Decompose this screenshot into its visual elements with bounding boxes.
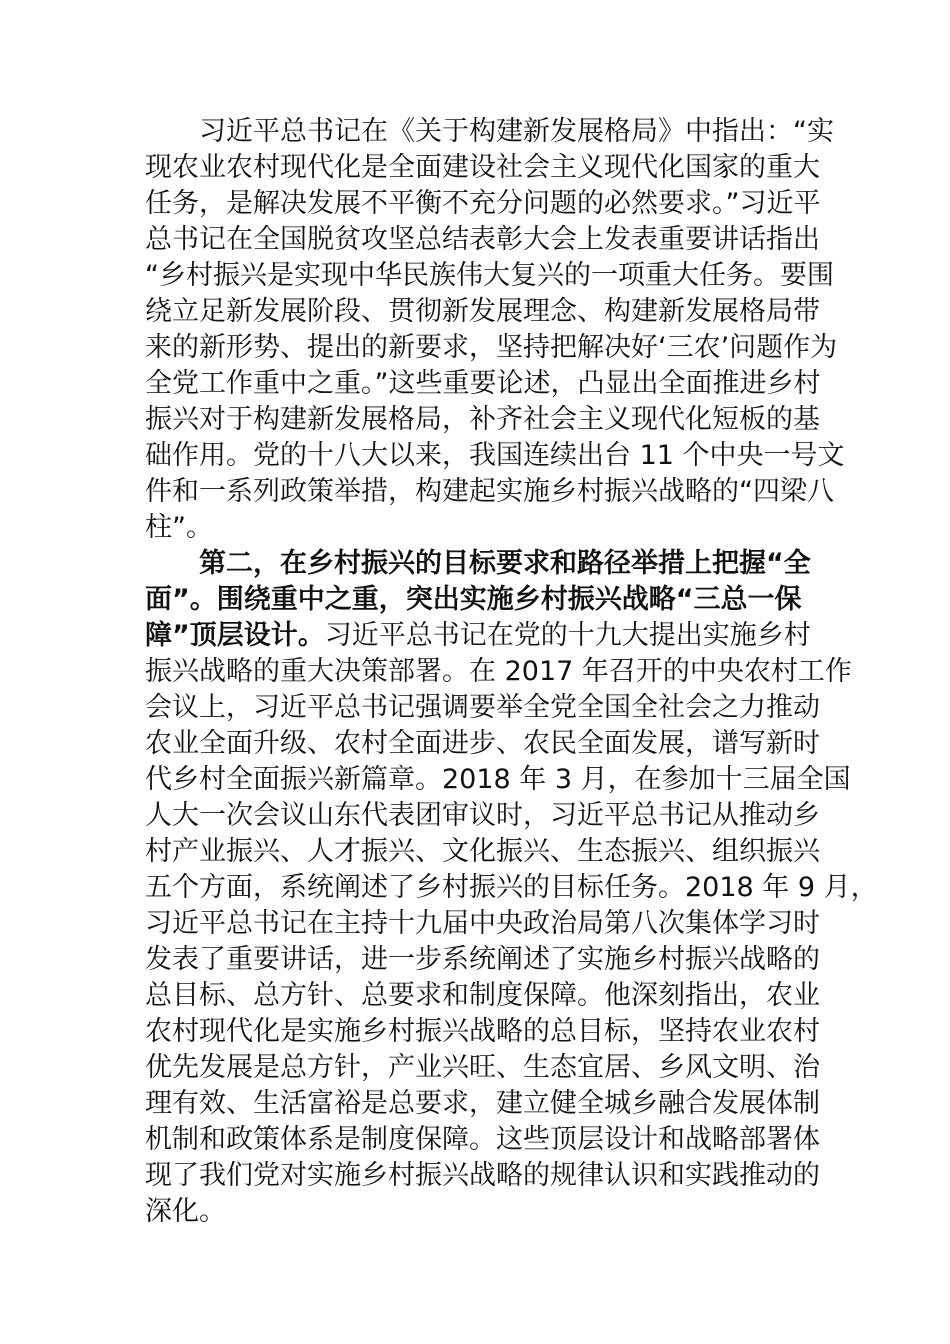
p2-line-7: 代乡村全面振兴新篇章。2018 年 3 月，在参加十三届全国 <box>145 764 851 795</box>
p2-line-18: 现了我们党对实施乡村振兴战略的规律认识和实践推动的 <box>145 1160 820 1191</box>
p1-line-4: 总书记在全国脱贫攻坚总结表彰大会上发表重要讲话指出 <box>145 224 820 255</box>
p1-line-10: 础作用。党的十八大以来，我国连续出台 11 个中央一号文 <box>145 440 845 471</box>
p2-line-14: 农村现代化是实施乡村振兴战略的总目标，坚持农业农村 <box>145 1016 820 1047</box>
p1-line-6: 绕立足新发展阶段、贯彻新发展理念、构建新发展格局带 <box>145 296 820 327</box>
p2-line-13: 总目标、总方针、总要求和制度保障。他深刻指出，农业 <box>145 980 820 1011</box>
p1-line-3: 任务，是解决发展不平衡不充分问题的必然要求。”习近平 <box>145 188 821 219</box>
p2-line-17: 机制和政策体系是制度保障。这些顶层设计和战略部署体 <box>145 1124 820 1155</box>
p2-line-8: 人大一次会议山东代表团审议时，习近平总书记从推动乡 <box>145 800 820 831</box>
p2-line-19: 深化。 <box>145 1196 226 1227</box>
p2-line-11: 习近平总书记在主持十九届中央政治局第八次集体学习时 <box>145 908 820 939</box>
p2-line-3-text: 习近平总书记在党的十九大提出实施乡村 <box>324 620 811 651</box>
p2-line-16: 理有效、生活富裕是总要求，建立健全城乡融合发展体制 <box>145 1088 820 1119</box>
p2-line-15: 优先发展是总方针，产业兴旺、生态宜居、乡风文明、治 <box>145 1052 820 1083</box>
p2-line-9: 村产业振兴、人才振兴、文化振兴、生态振兴、组织振兴 <box>145 836 820 867</box>
p1-line-2: 现农业农村现代化是全面建设社会主义现代化国家的重大 <box>145 152 820 183</box>
p1-line-5: “乡村振兴是实现中华民族伟大复兴的一项重大任务。要围 <box>145 260 834 291</box>
p1-line-7: 来的新形势、提出的新要求，坚持把解决好‘三农’问题作为 <box>145 332 838 363</box>
p1-line-11: 件和一系列政策举措，构建起实施乡村振兴战略的“四梁八 <box>145 476 834 507</box>
p2-heading-end: 障”顶层设计。 <box>145 620 325 651</box>
p1-line-1: 习近平总书记在《关于构建新发展格局》中指出：“实 <box>199 116 834 147</box>
p1-line-12: 柱”。 <box>145 512 213 543</box>
p1-line-8: 全党工作重中之重。”这些重要论述，凸显出全面推进乡村 <box>145 368 821 399</box>
p2-heading-line-1: 第二，在乡村振兴的目标要求和路径举措上把握“全 <box>199 548 811 579</box>
p2-line-6: 农业全面升级、农村全面进步、农民全面发展，谱写新时 <box>145 728 820 759</box>
p2-heading-line-2: 面”。围绕重中之重，突出实施乡村振兴战略“三总一保 <box>145 584 802 615</box>
p1-line-9: 振兴对于构建新发展格局，补齐社会主义现代化短板的基 <box>145 404 820 435</box>
p2-line-5: 会议上，习近平总书记强调要举全党全国全社会之力推动 <box>145 692 820 723</box>
p2-line-3 <box>145 619 811 653</box>
p2-line-12: 发表了重要讲话，进一步系统阐述了实施乡村振兴战略的 <box>145 944 820 975</box>
p2-line-4: 振兴战略的重大决策部署。在 2017 年召开的中央农村工作 <box>145 656 852 687</box>
p2-line-10: 五个方面，系统阐述了乡村振兴的目标任务。2018 年 9 月， <box>145 872 878 903</box>
